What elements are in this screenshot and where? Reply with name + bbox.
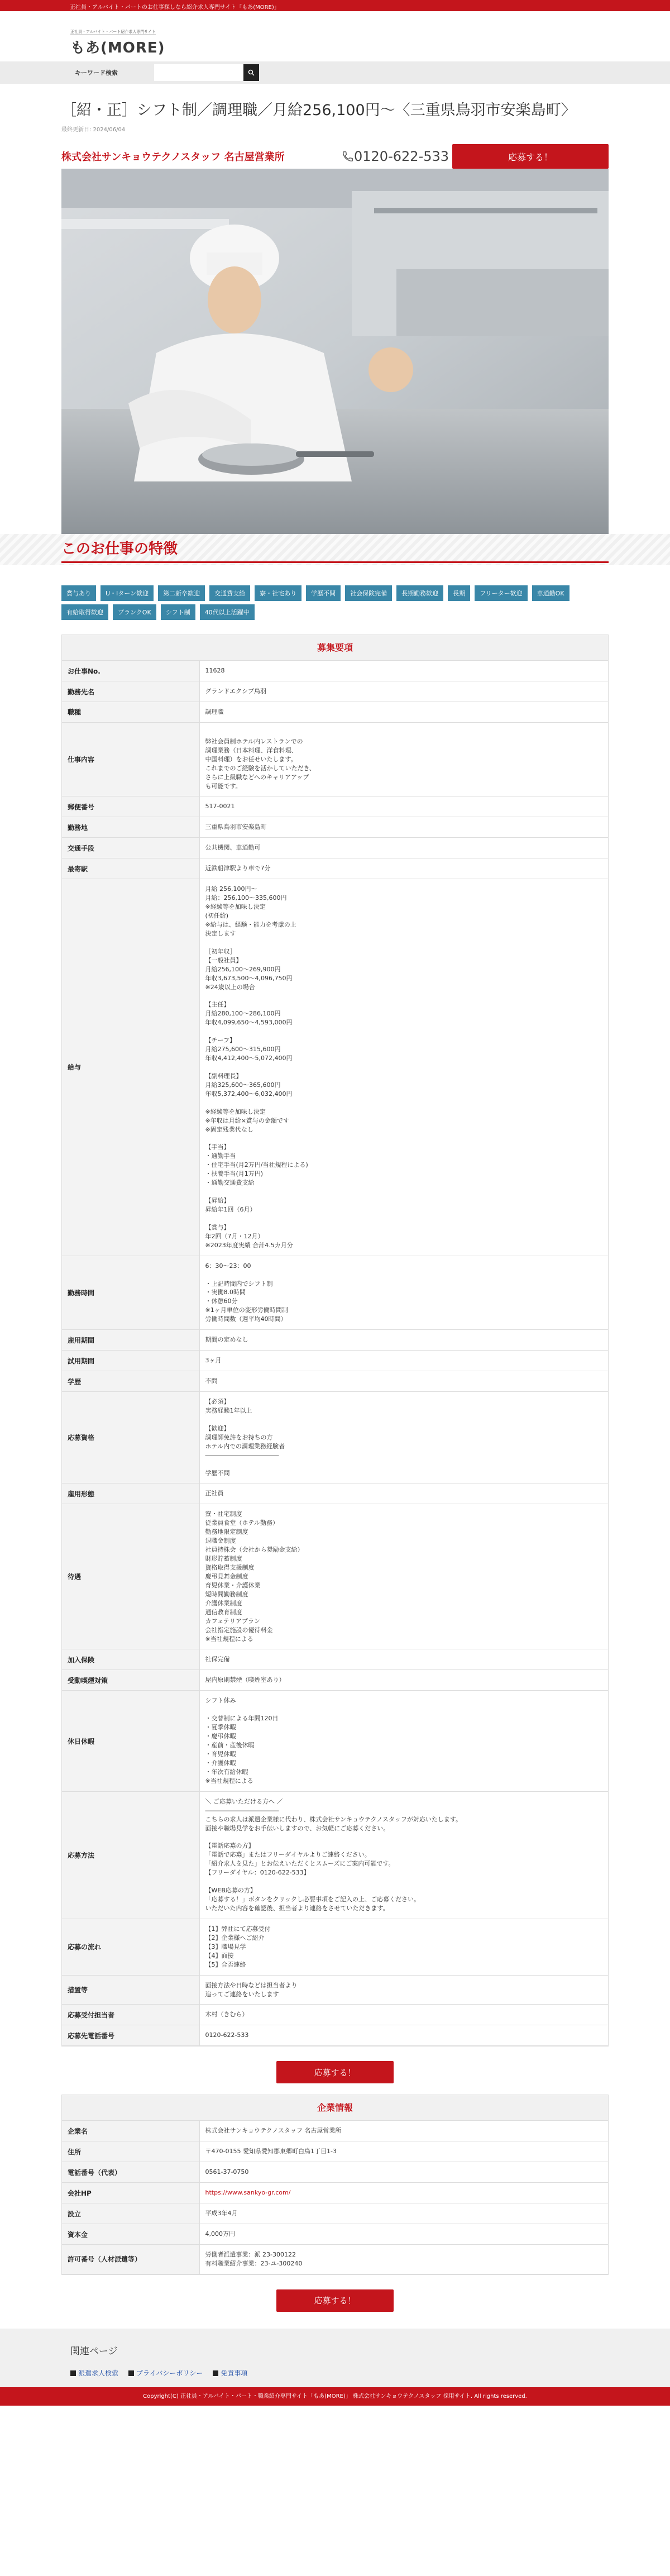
feature-tag[interactable]: シフト制 [161,604,195,620]
row-value: 株式会社サンキョウテクノスタッフ 名古屋営業所 [199,2121,608,2141]
row-value: ＼ ご応募いただける方へ ／ ―――――――――――― こちらの求人は派遣企業様に代わり、株式会社サンキョウテクノスタッフが対応いたします。 面接や職場見学をお手伝いしますので、お気軽にご応募ください。 【電話応募の方】 「電話で応募」またはフリーダイヤルよりご連絡ください。 「紹介求人を見た」とお伝えいただくとスムーズにご案内可能です。 【フリーダイヤル：0120-622-533】 【WEB応募の方】 「応募する！」ボタンをクリックし必要事項をご記入の上、ご応募ください。 いただいた内容を確認後、担当者より連絡をさせていただきます。 [199,1791,608,1919]
phone-number[interactable] [342,149,449,164]
row-label: 受動喫煙対策 [62,1670,199,1691]
row-label: 仕事内容 [62,722,199,796]
hero-chef-photo [61,169,609,534]
table-row [62,1975,608,2005]
row-value: 近鉄船津駅より車で7分 [199,858,608,879]
table-row [62,858,608,879]
row-value: 【1】弊社にて応募受付 【2】企業様へご紹介 【3】職場見学 【4】面接 【5】合否連絡 [199,1919,608,1975]
company-bar [61,144,609,169]
footer-link-disclaimer[interactable] [213,2368,247,2378]
row-value: 11628 [199,661,608,681]
footer-link-search[interactable] [70,2368,118,2378]
footer-link-label: 派遣求人検索 [78,2369,119,2377]
table-row [62,1919,608,1975]
feature-tag[interactable]: 長期勤務歓迎 [396,585,443,601]
row-value: 6：30〜23：00 ・上記時間内でシフト制 ・実働8.0時間 ・休憩60分 ※1ヶ月単位の変形労働時間制 労働時間数（週平均40時間） [199,1256,608,1330]
row-value: 【必須】 実務経験1年以上 【歓迎】 調理師免許をお持ちの方 ホテル内での調理業務経験者 ―――――――――――― 学歴不問 [199,1392,608,1483]
table-row [62,1330,608,1351]
row-label: 設立 [62,2203,199,2224]
row-value: シフト休み ・交替制による年間120日 ・夏季休暇 ・慶弔休暇 ・産前・産後休暇 ・育児休暇 ・介護休暇 ・年次有給休暇 ※当社規程による [199,1691,608,1791]
row-value: 0120-622-533 [199,2025,608,2046]
search-icon [248,69,255,76]
row-label: 学歴 [62,1371,199,1392]
site-header [0,11,670,61]
table-row [62,2141,608,2162]
row-label: 住所 [62,2141,199,2162]
table-row [62,722,608,796]
feature-tag[interactable]: 40代以上活躍中 [200,604,255,620]
table-row [62,1649,608,1670]
feature-tag[interactable]: 車通勤OK [532,585,570,601]
square-icon [128,2370,134,2376]
row-value: 三重県鳥羽市安楽島町 [199,817,608,838]
table-row [62,1791,608,1919]
table-row [62,838,608,858]
row-value: 〒470-0155 愛知県愛知郡東郷町白鳥1丁目1-3 [199,2141,608,2162]
related-pages-heading: 関連ページ [70,2345,118,2357]
feature-tag[interactable]: ブランクOK [113,604,156,620]
row-value: 寮・社宅制度 従業員食堂（ホテル勤務） 勤務地限定制度 退職金制度 社員持株会（会社から奨励金支給） 財形貯蓄制度 資格取得支援制度 慶弔見舞金制度 育児休業・介護休業 短時間勤務制度 介護休業制度 通信教育制度 カフェテリアプラン 会社指定施設の優待料金 ※当社規程による [199,1504,608,1649]
row-label: 許可番号（人材派遣等） [62,2244,199,2274]
features-divider [61,561,609,563]
table-row [62,681,608,702]
row-label: 応募資格 [62,1392,199,1483]
feature-tag[interactable]: 学歴不問 [306,585,341,601]
feature-tag[interactable]: フリーター歓迎 [475,585,528,601]
row-label: 応募受付担当者 [62,2005,199,2025]
company-info-box [61,2095,609,2275]
table-row [62,1256,608,1330]
feature-tag[interactable]: 社会保険完備 [345,585,392,601]
table-row [62,1691,608,1791]
row-label: 応募の流れ [62,1919,199,1975]
row-label: 雇用形態 [62,1483,199,1504]
job-title: ［紹・正］シフト制／調理職／月給256,100円〜〈三重県鳥羽市安楽島町〉 [61,102,576,119]
row-label: 電話番号（代表） [62,2162,199,2183]
row-value: 0561-37-0750 [199,2162,608,2183]
features-section [61,537,609,563]
table-row [62,1504,608,1649]
table-row [62,1670,608,1691]
square-icon [70,2370,76,2376]
row-label: 職種 [62,702,199,722]
row-value: 平成3年4月 [199,2203,608,2224]
row-value: 3ヶ月 [199,1351,608,1371]
row-label: 勤務時間 [62,1256,199,1330]
search-button[interactable] [243,64,259,81]
table-row [62,796,608,817]
feature-tag[interactable]: 賞与あり [61,585,96,601]
row-label: 勤務地 [62,817,199,838]
table-row [62,879,608,1256]
feature-tag[interactable]: U・Iターン歓迎 [100,585,154,601]
row-value: 調理職 [199,702,608,722]
company-name: 株式会社サンキョウテクノスタッフ 名古屋営業所 [61,151,285,164]
recruit-info-box [61,635,609,2047]
row-value: 正社員 [199,1483,608,1504]
row-label: 給与 [62,879,199,1256]
apply-button-top[interactable]: 応募する！ [452,144,609,169]
row-label: お仕事No. [62,661,199,681]
row-value: 面接方法や日時などは担当者より 追ってご連絡をいたします [199,1975,608,2005]
last-updated: 最終更新日: 2024/06/04 [61,127,126,133]
feature-tag[interactable]: 第二新卒歓迎 [158,585,205,601]
table-row [62,661,608,681]
row-label: 雇用期間 [62,1330,199,1351]
search-label: キーワード検索 [75,69,118,77]
footer-link-privacy[interactable] [128,2368,203,2378]
feature-tags [61,585,609,620]
table-row [62,817,608,838]
table-row [62,2244,608,2274]
phone-text: 0120-622-533 [353,149,449,165]
row-label: 企業名 [62,2121,199,2141]
top-banner: 正社員・アルバイト・パートのお仕事探しなら紹介求人専門サイト「もあ(MORE)」 [0,0,670,11]
row-label: 待遇 [62,1504,199,1649]
feature-tag[interactable]: 長期 [448,585,470,601]
row-value: 公共機関、車通勤可 [199,838,608,858]
footer-links [70,2368,670,2378]
row-label: 試用期間 [62,1351,199,1371]
table-row [62,2005,608,2025]
row-label: 応募先電話番号 [62,2025,199,2046]
row-label: 郵便番号 [62,796,199,817]
row-value: 弊社会員制ホテル内レストランでの 調理業務（日本料理、洋食料理、 中国料理）をお任せいたします。 これまでのご経験を活かしていただき、 さらに上級職などへのキャリアアップ も可能です。 [199,722,608,796]
table-row [62,2162,608,2183]
features-heading: このお仕事の特徴 [61,541,178,558]
row-value: 労働者派遣事業：派 23-300122 有料職業紹介事業：23-ユ-300240 [199,2244,608,2274]
feature-tag[interactable]: 寮・社宅あり [255,585,302,601]
company-title: 企業情報 [62,2095,608,2121]
main-content [61,101,609,2312]
keyword-search-bar [0,61,670,84]
table-row [62,2121,608,2141]
logo-tagline: 正社員・アルバイト・パート紹介求人専門サイト [70,30,156,34]
table-row [62,2203,608,2224]
table-row [62,2224,608,2245]
row-value: 4,000万円 [199,2224,608,2245]
apply-button-middle[interactable]: 応募する！ [276,2061,394,2083]
footer [0,2329,670,2387]
table-row [62,2025,608,2046]
feature-tag[interactable]: 交通費支給 [209,585,250,601]
row-value: 屋内原則禁煙（喫煙室あり） [199,1670,608,1691]
logo-text: もあ(MORE) [70,40,165,56]
row-label: 加入保険 [62,1649,199,1670]
row-label: 資本金 [62,2224,199,2245]
search-input[interactable] [154,64,243,81]
table-row [62,1351,608,1371]
row-value: 社保完備 [199,1649,608,1670]
row-label: 会社HP [62,2183,199,2203]
row-label: 勤務先名 [62,681,199,702]
table-row [62,2183,608,2203]
table-row [62,1483,608,1504]
row-value: 期間の定めなし [199,1330,608,1351]
row-value: 517-0021 [199,796,608,817]
row-value: 月給 256,100円〜 月給：256,100〜335,600円 ※経験等を加味し決定 (初任給) ※給与は、経験・能力を考慮の上 決定します ［初年収］ 【一般社員】 月給256,100〜269,900円 年収3,673,500〜4,096,750円 ※24歳以上の場合 【主任】 月給280,100〜286,100円 年収4,099,650〜4,593,000円 【チーフ】 月給275,600〜315,600円 年収4,412,400〜5,072,400円 【副料理長】 月給325,600〜365,600円 年収5,372,400〜6,032,400円 ※経験等を加味し決定 ※年収は月給×賞与の金額です ※固定残業代なし 【手当】 ・通勤手当 ・住宅手当(月2万円/当社規程による) ・扶養手当(月1万円) ・通勤交通費支給 【昇給】 昇給年1回（6月） 【賞与】 年2回（7月・12月） ※2023年度実績 合計4.5カ月分 [199,879,608,1256]
table-row [62,1371,608,1392]
row-value: グランドエクシブ鳥羽 [199,681,608,702]
row-label: 措置等 [62,1975,199,2005]
feature-tag[interactable]: 有給取得歓迎 [61,604,108,620]
footer-link-label: 免責事項 [221,2369,248,2377]
row-label: 応募方法 [62,1791,199,1919]
row-value[interactable]: https://www.sankyo-gr.com/ [199,2183,608,2203]
phone-icon [342,150,354,163]
site-logo[interactable] [70,25,670,57]
row-label: 交通手段 [62,838,199,858]
copyright: Copyright(C) 正社員・アルバイト・パート・職業紹介専門サイト「もあ(MORE)」 株式会社サンキョウテクノスタッフ 採用サイト. All rights reserved. [0,2387,670,2406]
table-row [62,702,608,722]
row-label: 最寄駅 [62,858,199,879]
row-value: 不問 [199,1371,608,1392]
apply-button-bottom[interactable]: 応募する！ [276,2289,394,2312]
recruit-title: 募集要項 [62,635,608,661]
footer-link-label: プライバシーポリシー [136,2369,203,2377]
table-row [62,1392,608,1483]
row-value: 木村（きむら） [199,2005,608,2025]
row-label: 休日休暇 [62,1691,199,1791]
square-icon [213,2370,218,2376]
